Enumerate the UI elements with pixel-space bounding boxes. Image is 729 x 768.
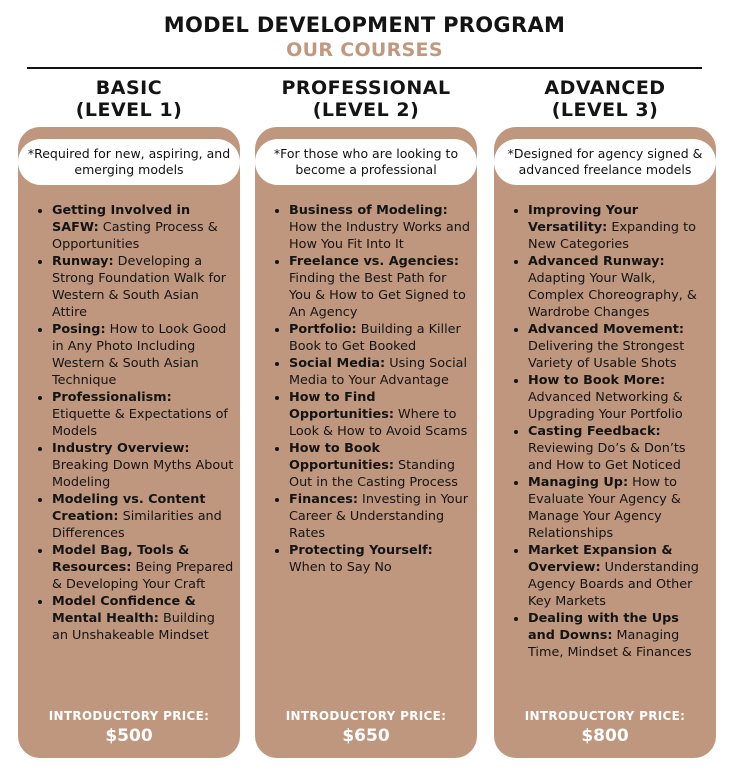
topic-desc: Building a Killer Book to Get Booked <box>289 322 461 354</box>
topic-desc: Using Social Media to Your Advantage <box>289 356 468 388</box>
topic-title: How to Find Opportunities: <box>289 390 394 422</box>
topic-desc: Building an Unshakeable Mindset <box>52 611 215 643</box>
course-tagline: *Required for new, aspiring, and emerging models <box>18 139 240 185</box>
topic-desc: Delivering the Strongest Variety of Usable Shots <box>528 339 685 371</box>
topic-title: Model Confidence & Mental Health: <box>52 594 196 626</box>
list-item <box>528 474 710 542</box>
level-number: (LEVEL 3) <box>551 99 659 121</box>
level-heading <box>18 77 240 121</box>
topic-title: Advanced Movement: <box>528 322 684 337</box>
topic-desc: Finding the Best Path for You & How to Get Signed to An Agency <box>289 271 466 320</box>
list-item <box>52 440 234 491</box>
topic-desc: Similarities and Differences <box>52 509 222 541</box>
topic-title: Posing: <box>52 322 106 337</box>
course-column-basic <box>18 77 240 746</box>
topic-desc: Managing Time, Mindset & Finances <box>528 628 692 660</box>
topic-title: Managing Up: <box>528 475 629 490</box>
list-item <box>289 491 471 542</box>
topic-desc: Adapting Your Walk, Complex Choreography, & Wardrobe Changes <box>528 271 697 320</box>
list-item <box>52 491 234 542</box>
topic-title: Dealing with the Ups and Downs: <box>528 611 679 643</box>
list-item <box>52 253 234 321</box>
topic-title: Freelance vs. Agencies: <box>289 254 459 269</box>
topic-desc: Developing a Strong Foundation Walk for Western & South Asian Attire <box>52 254 227 320</box>
page-subtitle: OUR COURSES <box>286 39 443 61</box>
topic-desc: Understanding Agency Boards and Other Key Markets <box>528 560 699 609</box>
header <box>0 0 729 62</box>
topic-title: Modeling vs. Content Creation: <box>52 492 206 524</box>
level-number: (LEVEL 1) <box>75 99 183 121</box>
list-item <box>52 321 234 389</box>
course-topic-list <box>265 202 471 576</box>
course-topic-list <box>28 202 234 644</box>
topic-desc: Expanding to New Categories <box>528 220 696 252</box>
list-item <box>528 423 710 474</box>
topic-title: Social Media: <box>289 356 386 371</box>
topic-title: Runway: <box>52 254 114 269</box>
price-value: $500 <box>105 726 153 746</box>
price-label: INTRODUCTORY PRICE: <box>285 709 447 723</box>
list-item <box>52 542 234 593</box>
list-item <box>528 253 710 321</box>
page-title: MODEL DEVELOPMENT PROGRAM <box>163 13 566 37</box>
header-divider <box>27 67 702 69</box>
list-item <box>528 542 710 610</box>
level-name: BASIC <box>95 77 163 99</box>
level-heading <box>255 77 477 121</box>
price-value: $800 <box>581 726 629 746</box>
course-tagline: *Designed for agency signed & advanced freelance models <box>494 139 716 185</box>
topic-title: Professionalism: <box>52 390 172 405</box>
course-card <box>18 127 240 758</box>
list-item <box>528 321 710 372</box>
list-item <box>528 610 710 661</box>
level-name: ADVANCED <box>544 77 666 99</box>
topic-title: Market Expansion & Overview: <box>528 543 673 575</box>
topic-desc: Where to Look & How to Avoid Scams <box>289 407 468 439</box>
topic-desc: Being Prepared & Developing Your Craft <box>52 560 234 592</box>
topic-title: Casting Feedback: <box>528 424 661 439</box>
price-label: INTRODUCTORY PRICE: <box>48 709 210 723</box>
list-item <box>289 440 471 491</box>
topic-desc: How the Industry Works and How You Fit Into It <box>289 220 470 252</box>
course-card <box>494 127 716 758</box>
list-item <box>289 389 471 440</box>
topic-desc: Casting Process & Opportunities <box>52 220 218 252</box>
level-number: (LEVEL 2) <box>312 99 420 121</box>
topic-title: Getting Involved in SAFW: <box>52 203 191 235</box>
topic-desc: Etiquette & Expectations of Models <box>52 407 228 439</box>
topic-desc: How to Evaluate Your Agency & Manage Your Agency Relationships <box>528 475 681 541</box>
course-topic-list <box>504 202 710 661</box>
topic-title: Finances: <box>289 492 358 507</box>
list-item <box>52 202 234 253</box>
list-item <box>528 372 710 423</box>
list-item <box>289 202 471 253</box>
price-label: INTRODUCTORY PRICE: <box>524 709 686 723</box>
topic-desc: Advanced Networking & Upgrading Your Portfolio <box>528 390 683 422</box>
topic-desc: Standing Out in the Casting Process <box>289 458 458 490</box>
topic-desc: Reviewing Do’s & Don’ts and How to Get Noticed <box>528 441 686 473</box>
list-item <box>52 593 234 644</box>
topic-desc: Breaking Down Myths About Modeling <box>52 458 234 490</box>
course-card <box>255 127 477 758</box>
topic-title: Portfolio: <box>289 322 357 337</box>
topic-title: Advanced Runway: <box>528 254 665 269</box>
list-item <box>289 321 471 355</box>
topic-title: Industry Overview: <box>52 441 190 456</box>
topic-title: How to Book More: <box>528 373 666 388</box>
topic-desc: How to Look Good in Any Photo Including Western & South Asian Technique <box>52 322 227 388</box>
course-column-professional <box>255 77 477 746</box>
topic-desc: Investing in Your Career & Understanding Rates <box>289 492 468 541</box>
topic-title: Business of Modeling: <box>289 203 448 218</box>
level-name: PROFESSIONAL <box>281 77 451 99</box>
level-heading <box>494 77 716 121</box>
topic-title: Improving Your Versatility: <box>528 203 639 235</box>
list-item <box>52 389 234 440</box>
topic-title: How to Book Opportunities: <box>289 441 394 473</box>
course-tagline: *For those who are looking to become a professional <box>255 139 477 185</box>
price-value: $650 <box>342 726 390 746</box>
list-item <box>528 202 710 253</box>
list-item <box>289 355 471 389</box>
topic-title: Protecting Yourself: <box>289 543 433 558</box>
topic-title: Model Bag, Tools & Resources: <box>52 543 190 575</box>
list-item <box>289 542 471 576</box>
topic-desc: When to Say No <box>289 560 392 575</box>
list-item <box>289 253 471 321</box>
course-column-advanced <box>494 77 716 746</box>
